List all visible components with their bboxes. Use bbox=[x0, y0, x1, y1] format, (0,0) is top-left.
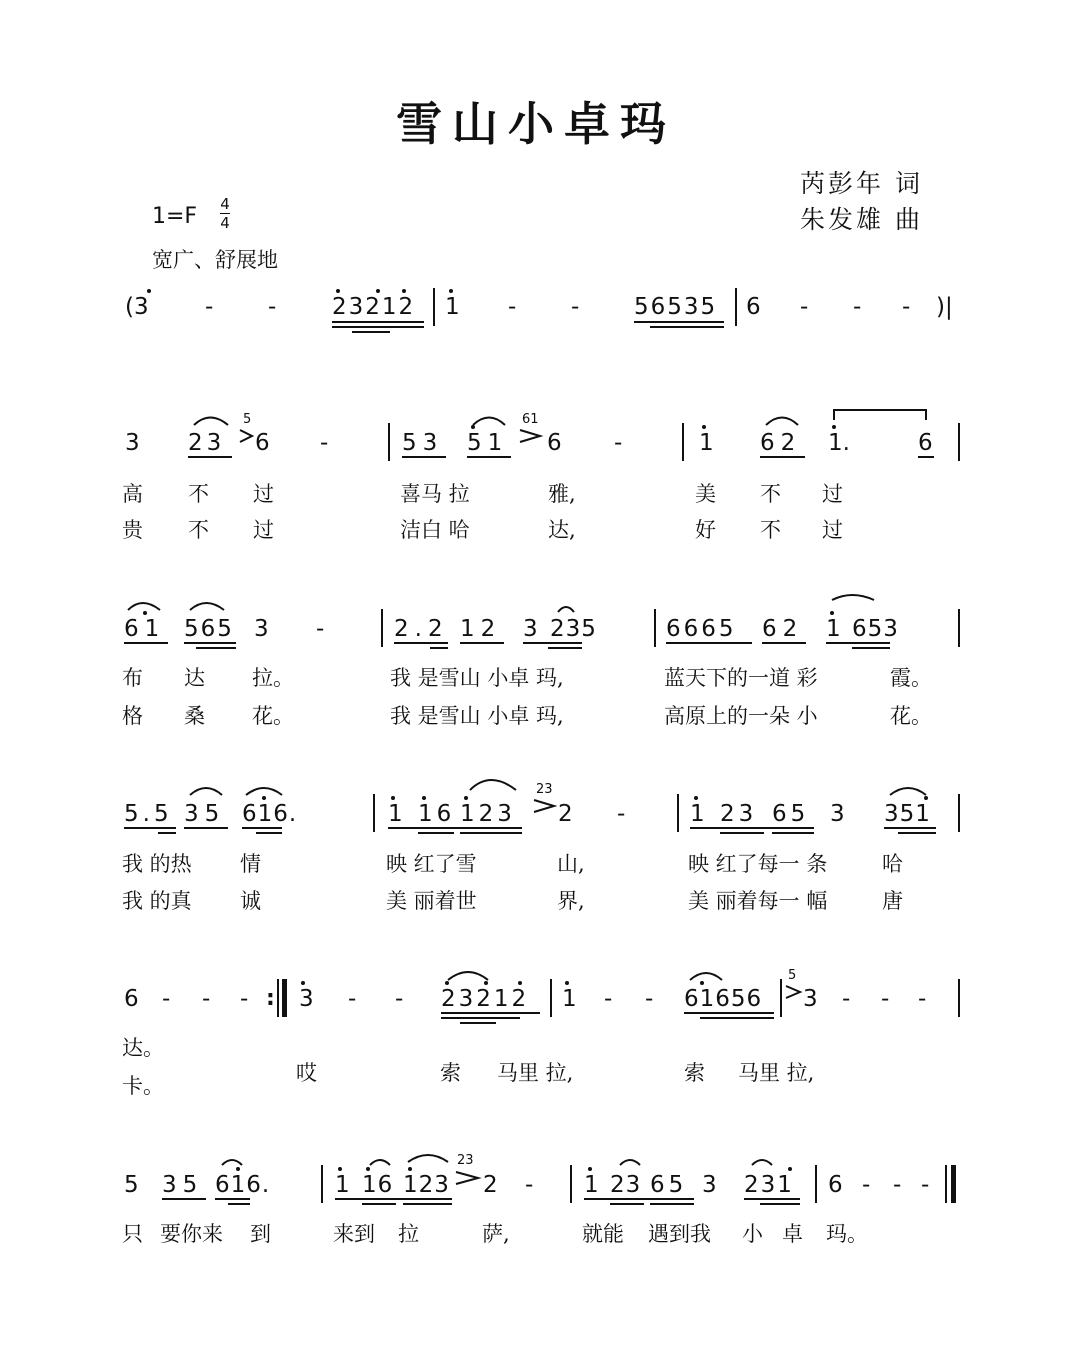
key-signature: 1=F bbox=[152, 204, 198, 229]
note-group: 56535 bbox=[634, 294, 718, 320]
note: 1 bbox=[826, 616, 841, 642]
note: )| bbox=[936, 294, 953, 320]
lyric: 索 bbox=[684, 1061, 705, 1085]
note: - bbox=[862, 1172, 871, 1198]
composer-credit: 朱发雄 曲 bbox=[800, 205, 923, 234]
time-signature-bottom: 4 bbox=[220, 214, 230, 232]
lyric: 好 bbox=[695, 518, 716, 542]
note: - bbox=[853, 294, 862, 320]
lyric: 不 bbox=[760, 482, 781, 506]
note-group: 23 bbox=[720, 801, 758, 827]
lyric: 玛。 bbox=[826, 1222, 868, 1246]
note-group: 65 bbox=[650, 1172, 688, 1198]
lyric: 花。 bbox=[890, 704, 932, 728]
note-group: 65 bbox=[772, 801, 810, 827]
lyric: 蓝天下的一道 彩 bbox=[664, 666, 818, 690]
lyric: 不 bbox=[188, 482, 209, 506]
lyric: 花。 bbox=[252, 704, 294, 728]
note: 2 bbox=[558, 801, 573, 827]
lyric: 哈 bbox=[882, 852, 903, 876]
note: - bbox=[902, 294, 911, 320]
lyric: 高原上的一朵 小 bbox=[664, 704, 818, 728]
lyric: 过 bbox=[253, 482, 274, 506]
page-title: 雪山小卓玛 bbox=[396, 97, 676, 151]
note: - bbox=[842, 986, 851, 1012]
note: - bbox=[604, 986, 613, 1012]
note-group: 61 bbox=[124, 616, 166, 642]
note-group: 16 bbox=[362, 1172, 394, 1198]
lyric: 达。 bbox=[122, 1036, 164, 1060]
note: - bbox=[800, 294, 809, 320]
lyric: 达 bbox=[184, 666, 205, 690]
lyric: 喜马 拉 bbox=[400, 482, 470, 506]
note: 3 bbox=[523, 616, 538, 642]
note: - bbox=[316, 616, 325, 642]
note: - bbox=[395, 986, 404, 1012]
note-group: 12 bbox=[460, 616, 502, 642]
lyric: 我 是雪山 小卓 玛, bbox=[390, 704, 564, 728]
lyric: 雅, bbox=[548, 482, 576, 506]
lyric: 映 红了每一 条 bbox=[688, 852, 828, 876]
lyric: 贵 bbox=[122, 518, 143, 542]
note-group: 2.2 bbox=[394, 616, 449, 642]
lyric: 霞。 bbox=[890, 666, 932, 690]
lyric: 高 bbox=[122, 482, 143, 506]
lyric: 马里 拉, bbox=[738, 1061, 815, 1085]
note: - bbox=[614, 430, 623, 456]
note: 3 bbox=[803, 986, 818, 1012]
note: 1 bbox=[690, 801, 705, 827]
lyric: 就能 bbox=[582, 1222, 624, 1246]
note-group: 23212 bbox=[332, 294, 416, 320]
note-group: 351 bbox=[884, 801, 931, 827]
repeat-dots: : bbox=[266, 986, 275, 1011]
note-group: 23212 bbox=[441, 986, 530, 1012]
lyric: 美 丽着世 bbox=[386, 889, 477, 913]
note-group: 16 bbox=[418, 801, 456, 827]
note-group: 23 bbox=[610, 1172, 642, 1198]
note-group: 51 bbox=[467, 430, 509, 456]
note: 6 bbox=[255, 430, 270, 456]
note: - bbox=[617, 801, 626, 827]
note-group: 5.5 bbox=[124, 801, 173, 827]
lyricist-credit: 芮彭年 词 bbox=[800, 169, 923, 198]
lyric: 布 bbox=[122, 666, 143, 690]
note: - bbox=[881, 986, 890, 1012]
note-group: 123 bbox=[403, 1172, 450, 1198]
time-signature-top: 4 bbox=[220, 195, 230, 213]
grace-note: 5 bbox=[243, 412, 252, 427]
lyric: 过 bbox=[253, 518, 274, 542]
note-group: 61656 bbox=[684, 986, 763, 1012]
lyric: 过 bbox=[822, 518, 843, 542]
note: - bbox=[205, 294, 214, 320]
grace-note: 61 bbox=[522, 412, 539, 427]
note: 6 bbox=[828, 1172, 843, 1198]
note-group: 23 bbox=[188, 430, 226, 456]
lyric: 马里 拉, bbox=[497, 1061, 574, 1085]
note: 1 bbox=[562, 986, 577, 1012]
note-group: 35 bbox=[162, 1172, 204, 1198]
note: 3 bbox=[254, 616, 269, 642]
note-group: 565 bbox=[184, 616, 234, 642]
note: 3 bbox=[125, 430, 140, 456]
lyric: 拉。 bbox=[252, 666, 294, 690]
lyric: 拉 bbox=[398, 1222, 419, 1246]
lyric: 诚 bbox=[240, 889, 261, 913]
note: 5 bbox=[124, 1172, 139, 1198]
lyric: 不 bbox=[188, 518, 209, 542]
lyric: 萨, bbox=[482, 1222, 510, 1246]
lyric: 小 bbox=[742, 1222, 763, 1246]
note: 3 bbox=[702, 1172, 717, 1198]
note: 6 bbox=[746, 294, 761, 320]
note: 3 bbox=[830, 801, 845, 827]
lyric: 美 bbox=[695, 482, 716, 506]
lyric: 我 是雪山 小卓 玛, bbox=[390, 666, 564, 690]
note: - bbox=[918, 986, 927, 1012]
note: - bbox=[202, 986, 211, 1012]
note: 2 bbox=[483, 1172, 498, 1198]
note: 1. bbox=[828, 430, 850, 456]
note: - bbox=[645, 986, 654, 1012]
lyric: 卓 bbox=[782, 1222, 803, 1246]
note: 6 bbox=[918, 430, 933, 456]
lyric: 索 bbox=[440, 1061, 461, 1085]
note: 6 bbox=[124, 986, 139, 1012]
note-group: 653 bbox=[852, 616, 899, 642]
lyric: 要你来 bbox=[160, 1222, 223, 1246]
note-group: 616. bbox=[242, 801, 298, 827]
lyric: 过 bbox=[822, 482, 843, 506]
note: 1 bbox=[584, 1172, 599, 1198]
note: - bbox=[508, 294, 517, 320]
note: (3 bbox=[125, 294, 149, 320]
note: 3 bbox=[299, 986, 314, 1012]
lyric: 美 丽着每一 幅 bbox=[688, 889, 828, 913]
note-group: 35 bbox=[184, 801, 226, 827]
lyric: 洁白 哈 bbox=[400, 518, 470, 542]
grace-note: 5 bbox=[788, 968, 797, 983]
lyric: 来到 bbox=[333, 1222, 375, 1246]
note: - bbox=[348, 986, 357, 1012]
note: - bbox=[320, 430, 329, 456]
note: 1 bbox=[335, 1172, 350, 1198]
lyric: 山, bbox=[557, 852, 585, 876]
note: 1 bbox=[699, 430, 714, 456]
lyric: 唐 bbox=[882, 889, 903, 913]
note: 1 bbox=[388, 801, 403, 827]
lyric: 我 的热 bbox=[122, 852, 192, 876]
lyric: 界, bbox=[557, 889, 585, 913]
note-group: 235 bbox=[550, 616, 597, 642]
note: 6 bbox=[547, 430, 562, 456]
note-group: 231 bbox=[744, 1172, 794, 1198]
note-group: 62 bbox=[760, 430, 802, 456]
note-group: 616. bbox=[215, 1172, 271, 1198]
lyric: 只 bbox=[122, 1222, 143, 1246]
lyric: 卡。 bbox=[122, 1074, 164, 1098]
grace-note: 23 bbox=[536, 782, 553, 797]
note-group: 123 bbox=[460, 801, 516, 827]
lyric: 格 bbox=[122, 704, 143, 728]
tempo-marking: 宽广、舒展地 bbox=[152, 248, 278, 272]
grace-note: 23 bbox=[457, 1153, 474, 1168]
note: - bbox=[240, 986, 249, 1012]
lyric: 不 bbox=[760, 518, 781, 542]
note-group: 62 bbox=[762, 616, 804, 642]
lyric: 遇到我 bbox=[648, 1222, 711, 1246]
note: - bbox=[893, 1172, 902, 1198]
lyric: 达, bbox=[548, 518, 576, 542]
note: - bbox=[162, 986, 171, 1012]
note: - bbox=[268, 294, 277, 320]
lyric: 到 bbox=[250, 1222, 271, 1246]
note: - bbox=[921, 1172, 930, 1198]
note: 1 bbox=[445, 294, 460, 320]
note: - bbox=[571, 294, 580, 320]
note: - bbox=[525, 1172, 534, 1198]
lyric: 哎 bbox=[296, 1061, 317, 1085]
lyric: 桑 bbox=[184, 704, 205, 728]
lyric: 我 的真 bbox=[122, 889, 192, 913]
note-group: 6665 bbox=[666, 616, 737, 642]
note-group: 53 bbox=[402, 430, 444, 456]
lyric: 情 bbox=[240, 852, 261, 876]
lyric: 映 红了雪 bbox=[386, 852, 477, 876]
